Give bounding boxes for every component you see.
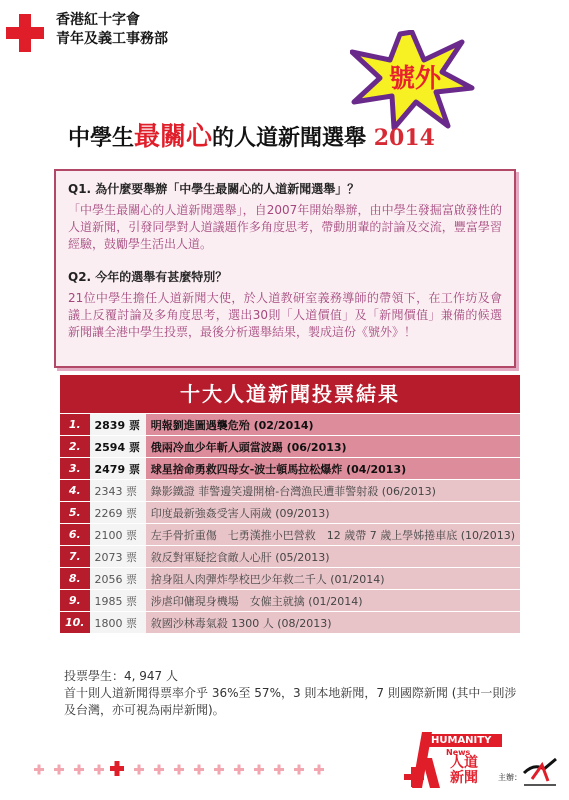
story: 涉虐印傭現身機場 女僱主就擒 (01/2014) [146, 590, 520, 612]
title-after: 的人道新聞選舉 [212, 125, 367, 151]
rank: 10. [60, 612, 90, 634]
votes: 2839 票 [90, 414, 146, 436]
votes: 2056 票 [90, 568, 146, 590]
table-row [60, 612, 520, 634]
title-highlight: 最關心 [134, 122, 213, 152]
results-heading: 十大人道新聞投票結果 [60, 375, 520, 413]
story: 敘國沙林毒氣殺 1300 人 (08/2013) [146, 612, 520, 634]
story: 球星捨命勇救四母女-波士頓馬拉松爆炸 (04/2013) [146, 458, 520, 480]
votes: 2269 票 [90, 502, 146, 524]
answer-1: 「中學生最關心的人道新聞選舉」，自2007年開始舉辦，由中學生發掘富啟發性的人道新聞，引發同學對人道議題作多角度思考，帶動朋輩的討論及交流，豐富學習經驗，鼓勵學生活出人道。 [68, 203, 502, 251]
red-cross-logo-icon [6, 14, 44, 52]
story: 錄影鐵證 菲警邊笑邊開槍-台灣漁民遭菲警射殺 (06/2013) [146, 480, 520, 502]
rank: 5. [60, 502, 90, 524]
question-2: Q2. 今年的選舉有甚麼特別？ [68, 270, 228, 284]
qa-box [54, 169, 516, 368]
table-row [60, 480, 520, 502]
rank: 1. [60, 414, 90, 436]
title-before: 中學生 [68, 125, 135, 151]
story: 俄兩冷血少年斬人頭當波踢 (06/2013) [146, 436, 520, 458]
host-logo-icon [518, 755, 562, 789]
page-title [68, 116, 518, 153]
table-row [60, 590, 520, 612]
org-line-2: 青年及義工事務部 [56, 31, 168, 47]
table-row [60, 502, 520, 524]
rank: 4. [60, 480, 90, 502]
rank: 9. [60, 590, 90, 612]
title-year: 2014 [373, 125, 435, 151]
cross-row-decoration-icon [0, 758, 340, 784]
story: 印度最新強姦受害人兩歲 (09/2013) [146, 502, 520, 524]
story: 明報劉進圖遇襲危殆 (02/2014) [146, 414, 520, 436]
table-row [60, 546, 520, 568]
table-row [60, 568, 520, 590]
votes: 2073 票 [90, 546, 146, 568]
votes: 2343 票 [90, 480, 146, 502]
rank: 6. [60, 524, 90, 546]
org-line-1: 香港紅十字會 [56, 12, 140, 28]
stats-line-1: 投票學生：4, 947 人 [64, 669, 178, 683]
answer-2: 21位中學生擔任人道新聞大使，於人道教研室義務導師的帶領下，在工作坊及會議上反覆討論及多角度思考，選出30則「人道價值」及「新聞價值」兼備的候選新聞讓全港中學生投票，最後分析選舉結果，製成這份《號外》！ [68, 291, 502, 339]
logo-text-news: News [446, 748, 471, 757]
extra-edition-label: 號外 [388, 64, 441, 94]
rank: 8. [60, 568, 90, 590]
table-row [60, 524, 520, 546]
table-row [60, 436, 520, 458]
table-row [60, 414, 520, 436]
votes: 1985 票 [90, 590, 146, 612]
results-table [60, 413, 520, 634]
rank: 7. [60, 546, 90, 568]
table-row [60, 458, 520, 480]
stats-line-2: 首十則人道新聞得票率介乎 36%至 57%，3 則本地新聞，7 則國際新聞 (其中一則涉及台灣，亦可視為兩岸新聞)。 [64, 686, 517, 717]
rank: 3. [60, 458, 90, 480]
logo-text-chinese: 人道新聞 [450, 755, 478, 786]
votes: 2479 票 [90, 458, 146, 480]
organization-name [56, 11, 168, 49]
logo-text-humanity: HUMANITY [428, 734, 502, 747]
host-label: 主辦： [498, 773, 522, 782]
story: 敘反對軍疑挖食敵人心肝 (05/2013) [146, 546, 520, 568]
story: 左手骨折重傷 七勇漢推小巴營救 12 歲帶 7 歲上學姊捲車底 (10/2013) [146, 524, 520, 546]
votes: 2594 票 [90, 436, 146, 458]
votes: 1800 票 [90, 612, 146, 634]
rank: 2. [60, 436, 90, 458]
question-1: Q1. 為什麼要舉辦「中學生最關心的人道新聞選舉」？ [68, 182, 360, 196]
story: 捨身阻人肉彈炸學校巴少年救二千人 (01/2014) [146, 568, 520, 590]
vote-statistics [64, 668, 524, 719]
votes: 2100 票 [90, 524, 146, 546]
